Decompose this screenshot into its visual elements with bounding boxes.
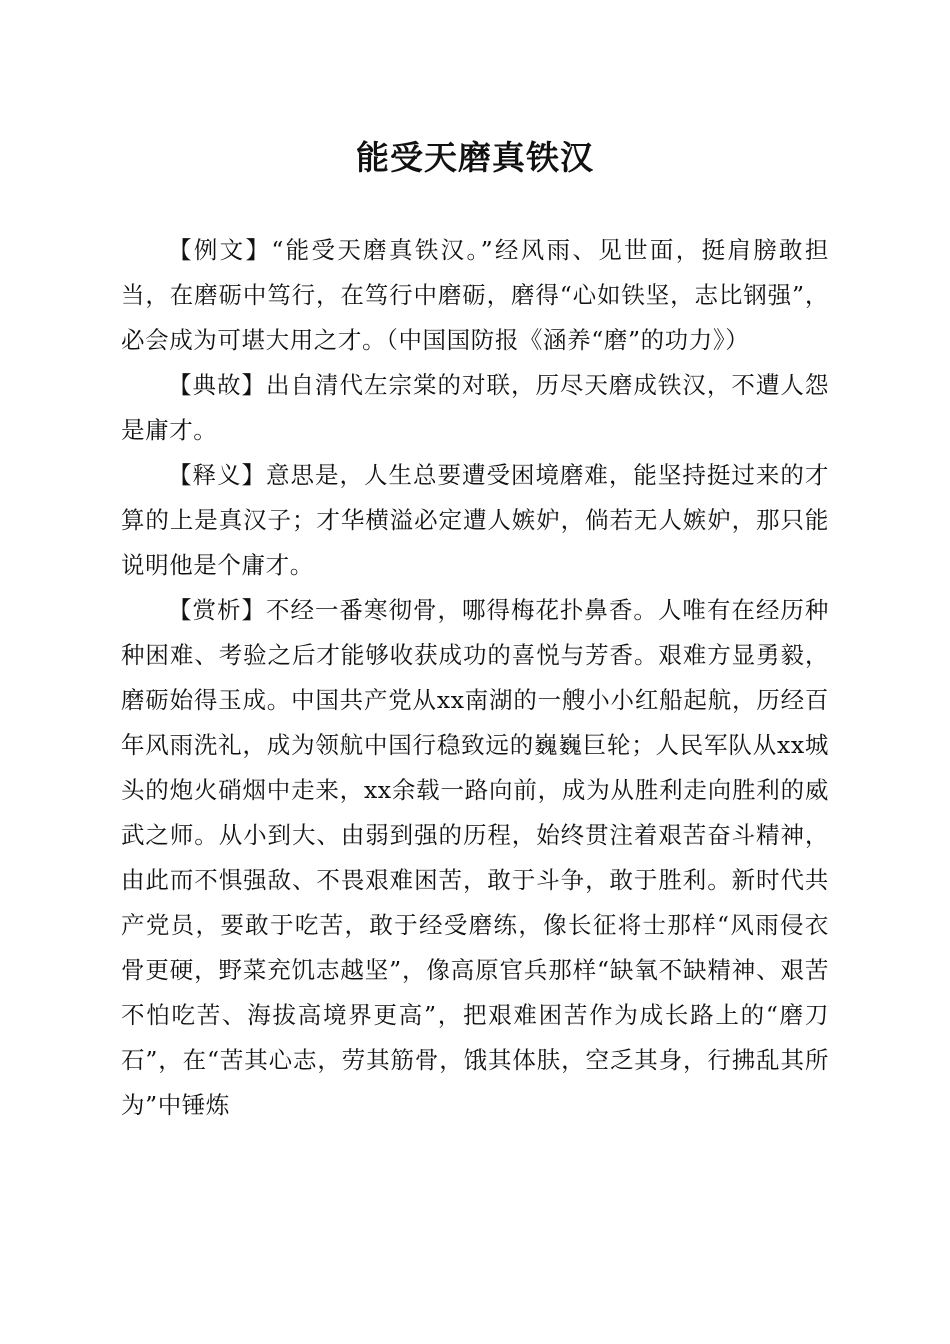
paragraph-interpretation: 【释义】意思是，人生总要遭受困境磨难，能坚持挺过来的才算的上是真汉子；才华横溢必定遭人嫉妒，倘若无人嫉妒，那只能说明他是个庸才。 <box>121 461 829 579</box>
document-title: 能受天磨真铁汉 <box>356 138 594 177</box>
document-body <box>121 228 829 1128</box>
paragraph-appreciation: 【赏析】不经一番寒彻骨，哪得梅花扑鼻香。人唯有在经历种种困难、考验之后才能够收获成功的喜悦与芳香。艰难方显勇毅，磨砺始得玉成。中国共产党从xx南湖的一艘小小红船起航，历经百年风雨洗礼，成为领航中国行稳致远的巍巍巨轮；人民军队从xx城头的炮火硝烟中走来，xx余载一路向前，成为从胜利走向胜利的威武之师。从小到大、由弱到强的历程，始终贯注着艰苦奋斗精神，由此而不惧强敌、不畏艰难困苦，敢于斗争，敢于胜利。新时代共产党员，要敢于吃苦，敢于经受磨练，像长征将士那样“风雨侵衣骨更硬，野菜充饥志越坚”，像高原官兵那样“缺氧不缺精神、艰苦不怕吃苦、海拔高境界更高”，把艰难困苦作为成长路上的“磨刀石”，在“苦其心志，劳其筋骨，饿其体肤，空乏其身，行拂乱其所为”中锤炼 <box>121 596 829 1119</box>
paragraph-allusion: 【典故】出自清代左宗棠的对联，历尽天磨成铁汉，不遭人怨是庸才。 <box>121 371 829 444</box>
paragraph-example: 【例文】“能受天磨真铁汉。”经风雨、见世面，挺肩膀敢担当，在磨砺中笃行，在笃行中磨砺，磨得“心如铁坚，志比钢强”，必会成为可堪大用之才。（中国国防报《涵养“磨”的功力》） <box>121 236 829 354</box>
